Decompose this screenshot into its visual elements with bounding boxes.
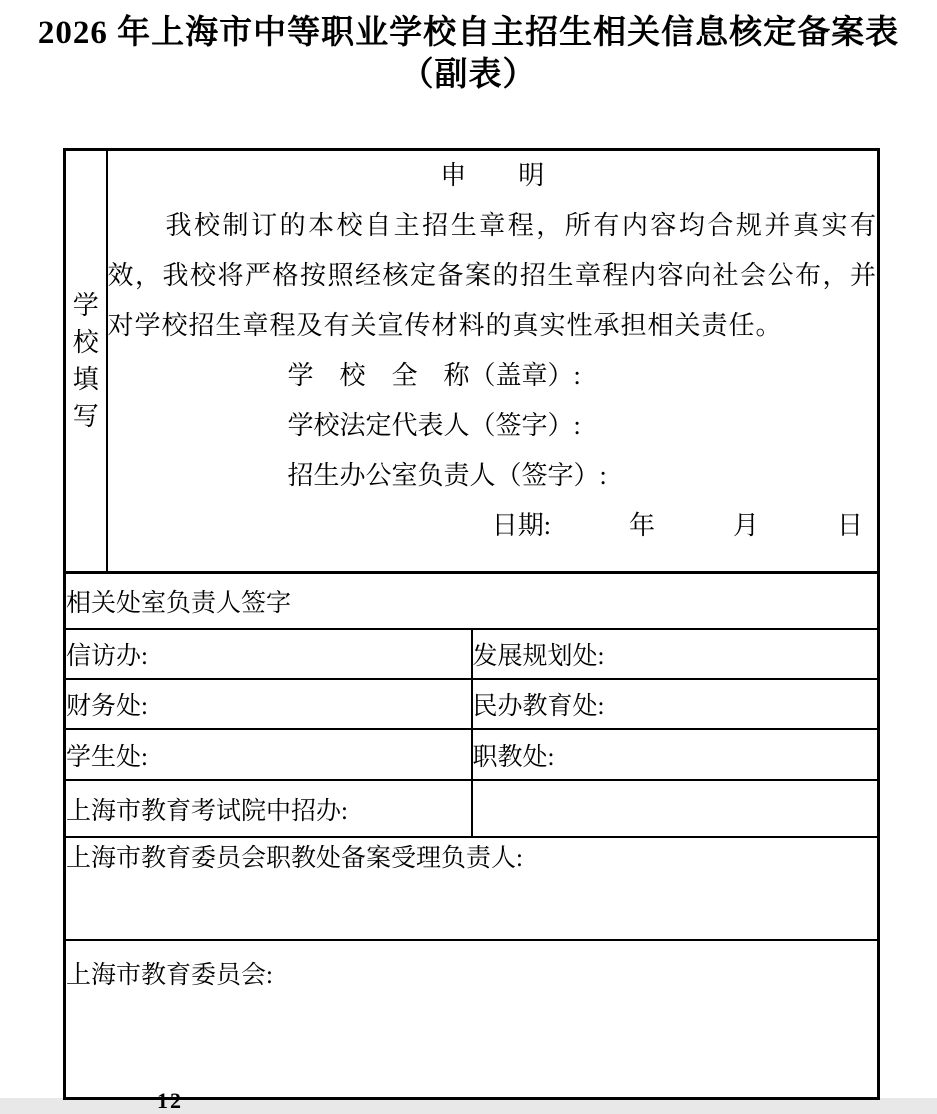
committee-row bbox=[65, 940, 879, 1099]
cell-student-affairs: 学生处: bbox=[65, 729, 472, 780]
page-number: 12 bbox=[157, 1088, 183, 1113]
document-title-line1: 2026 年上海市中等职业学校自主招生相关信息核定备案表 bbox=[37, 15, 900, 51]
school-fill-row bbox=[65, 150, 879, 573]
school-fill-label-cell bbox=[65, 150, 107, 573]
document-title-line2: （副表） bbox=[400, 57, 537, 93]
signoff-row-4 bbox=[65, 780, 879, 837]
date-line: 日期: 年 月 日 bbox=[491, 511, 864, 540]
declaration-cell bbox=[107, 150, 879, 573]
cell-exam-authority-blank bbox=[472, 780, 879, 837]
school-fill-label: 学校填写 bbox=[72, 291, 99, 431]
field-school-name: 学 校 全 称（盖章）: bbox=[287, 361, 581, 390]
cell-education-committee: 上海市教育委员会: bbox=[65, 940, 879, 1099]
declaration-body: 我校制订的本校自主招生章程，所有内容均合规并真实有效，我校将严格按照经核定备案的招生章程内容向社会公布，并对学校招生章程及有关宣传材料的真实性承担相关责任。 bbox=[107, 211, 878, 340]
signoff-header-cell: 相关处室负责人签字 bbox=[65, 573, 879, 630]
cell-development-planning: 发展规划处: bbox=[472, 629, 879, 679]
signoff-row-2 bbox=[65, 679, 879, 729]
acceptance-row bbox=[65, 837, 879, 940]
cell-vocational-education: 职教处: bbox=[472, 729, 879, 780]
filing-form-table bbox=[63, 148, 880, 1100]
declaration-title: 申 明 bbox=[440, 161, 545, 190]
cell-finance-office: 财务处: bbox=[65, 679, 472, 729]
signoff-header-row bbox=[65, 573, 879, 630]
document-title bbox=[0, 12, 937, 96]
signoff-row-3 bbox=[65, 729, 879, 780]
signoff-row-1 bbox=[65, 629, 879, 679]
field-admissions-office-head: 招生办公室负责人（签字）: bbox=[287, 461, 607, 490]
cell-acceptance-officer: 上海市教育委员会职教处备案受理负责人: bbox=[65, 837, 879, 940]
field-legal-representative: 学校法定代表人（签字）: bbox=[287, 411, 581, 440]
cell-exam-authority: 上海市教育考试院中招办: bbox=[65, 780, 472, 837]
cell-private-education: 民办教育处: bbox=[472, 679, 879, 729]
cell-petition-office: 信访办: bbox=[65, 629, 472, 679]
